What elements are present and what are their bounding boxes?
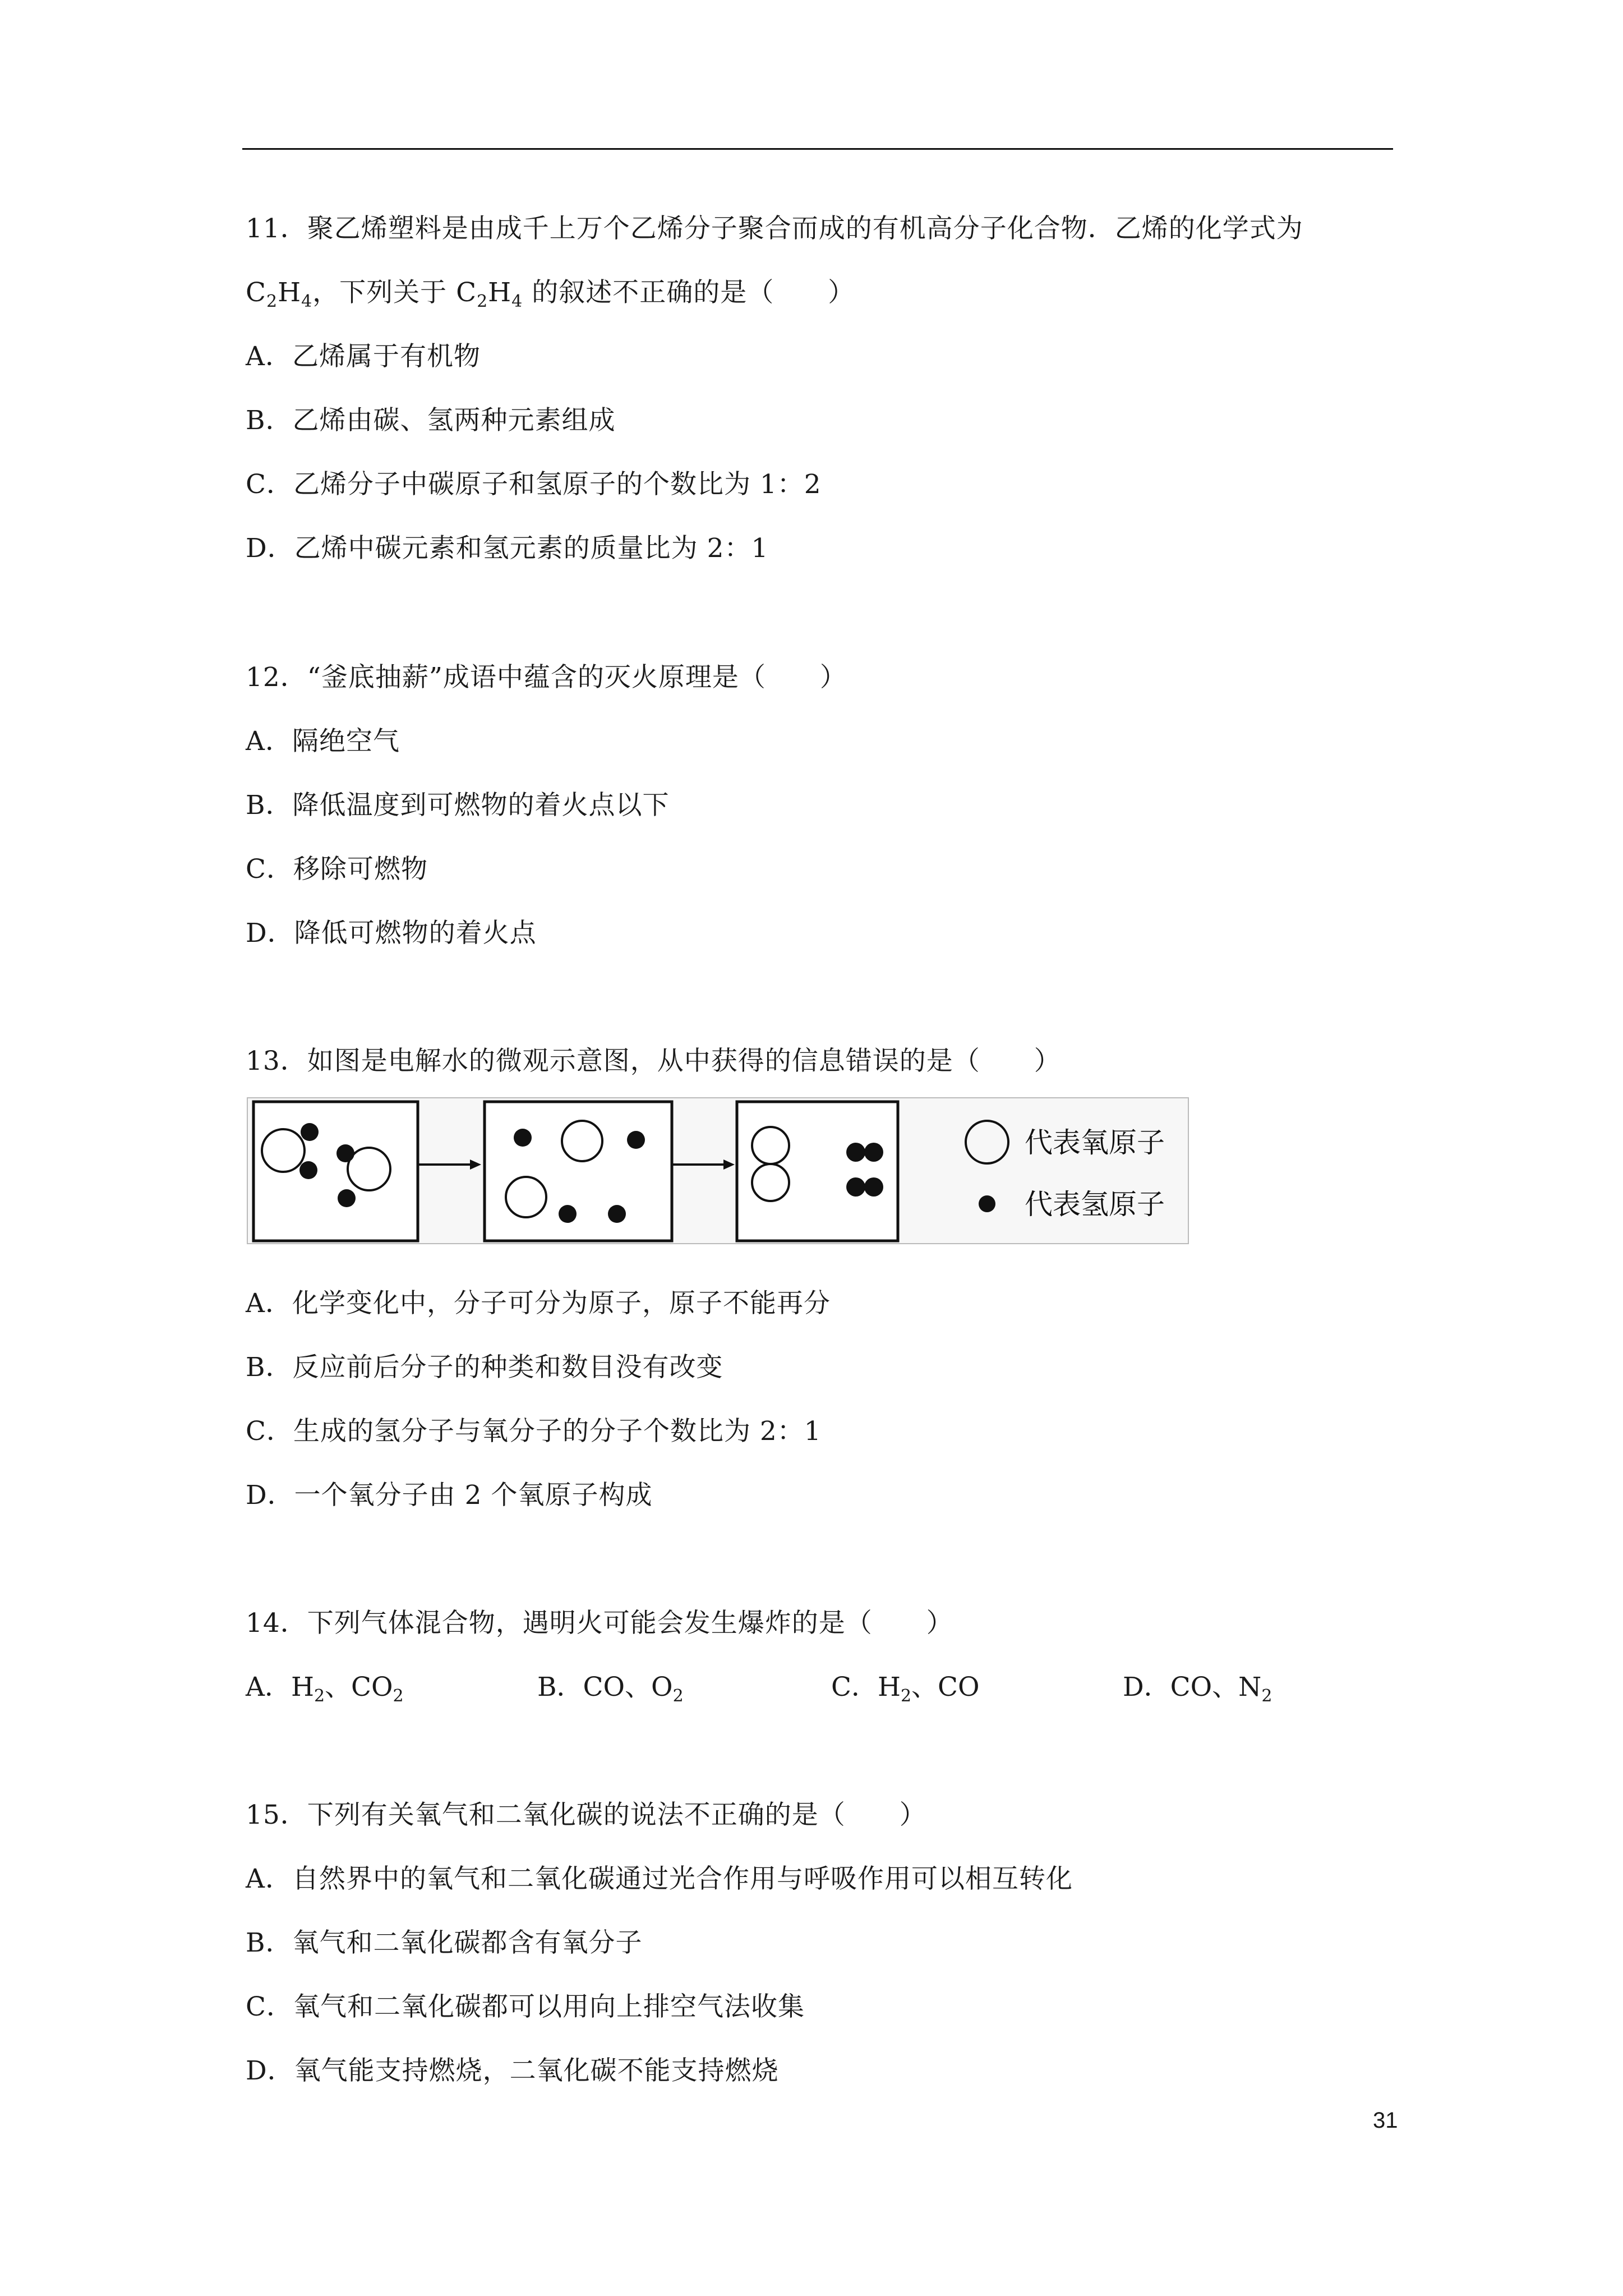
hydrogen-atom <box>608 1205 626 1223</box>
q11-option-d: D．乙烯中碳元素和氢元素的质量比为 2：1 <box>246 533 769 564</box>
q15-option-c: C．氧气和二氧化碳都可以用向上排空气法收集 <box>246 1991 805 2022</box>
hydrogen-atom <box>864 1177 883 1197</box>
hydrogen-atom <box>338 1189 356 1207</box>
q14-option-a: A．$H_2$、$CO_2$ <box>246 1672 404 1706</box>
q13-stem: 13．如图是电解水的微观示意图，从中获得的信息错误的是（ ） <box>246 1046 1061 1076</box>
q11-stem-line2: $C_2H_4$，下列关于 $C_2H_4$ 的叙述不正确的是（ ） <box>246 277 855 311</box>
q14-option-b: B．CO、$O_2$ <box>537 1672 684 1706</box>
q12-option-c: C．移除可燃物 <box>246 854 428 885</box>
legend-hydrogen-label: 代表氢原子 <box>1025 1188 1165 1221</box>
q12-option-d: D．降低可燃物的着火点 <box>246 918 537 949</box>
hydrogen-atom <box>514 1129 532 1147</box>
q14-option-d: D．CO、$N_2$ <box>1123 1672 1272 1706</box>
electrolysis-diagram <box>247 1097 1189 1244</box>
hydrogen-atom <box>336 1144 354 1162</box>
q14-stem: 14．下列气体混合物，遇明火可能会发生爆炸的是（ ） <box>246 1608 953 1639</box>
q15-option-b: B．氧气和二氧化碳都含有氧分子 <box>246 1927 643 1958</box>
q13-option-a: A．化学变化中，分子可分为原子，原子不能再分 <box>246 1288 831 1319</box>
q12-option-a: A．隔绝空气 <box>246 726 400 757</box>
header-rule <box>242 148 1393 150</box>
q14-option-c: C．$H_2$、CO <box>831 1672 980 1706</box>
q15-option-a: A．自然界中的氧气和二氧化碳通过光合作用与呼吸作用可以相互转化 <box>246 1864 1073 1894</box>
q13-option-d: D．一个氧分子由 2 个氧原子构成 <box>246 1480 653 1511</box>
q11-option-a: A．乙烯属于有机物 <box>246 341 481 372</box>
hydrogen-atom <box>299 1161 317 1179</box>
hydrogen-atom <box>864 1143 883 1162</box>
q15-option-d: D．氧气能支持燃烧，二氧化碳不能支持燃烧 <box>246 2055 779 2086</box>
atoms-box <box>485 1102 672 1241</box>
q12-stem: 12．“釜底抽薪”成语中蕴含的灭火原理是（ ） <box>246 662 847 693</box>
legend-oxygen-label: 代表氧原子 <box>1025 1126 1165 1159</box>
q13-option-b: B．反应前后分子的种类和数目没有改变 <box>246 1352 723 1383</box>
q11-option-b: B．乙烯由碳、氢两种元素组成 <box>246 405 616 436</box>
q15-stem: 15．下列有关氧气和二氧化碳的说法不正确的是（ ） <box>246 1800 926 1830</box>
products-box <box>737 1102 898 1241</box>
q11-option-c: C．乙烯分子中碳原子和氢原子的个数比为 1：2 <box>246 469 822 500</box>
legend-hydrogen-icon <box>979 1195 995 1212</box>
q13-option-c: C．生成的氢分子与氧分子的分子个数比为 2：1 <box>246 1416 822 1447</box>
hydrogen-atom <box>627 1131 645 1149</box>
hydrogen-atom <box>846 1143 865 1162</box>
q12-option-b: B．降低温度到可燃物的着火点以下 <box>246 790 670 821</box>
page-number: 31 <box>1373 2108 1398 2133</box>
q11-stem-line1: 11．聚乙烯塑料是由成千上万个乙烯分子聚合而成的有机高分子化合物．乙烯的化学式为 <box>246 213 1303 244</box>
hydrogen-atom <box>301 1123 319 1141</box>
hydrogen-atom <box>559 1205 577 1223</box>
hydrogen-atom <box>846 1177 865 1197</box>
